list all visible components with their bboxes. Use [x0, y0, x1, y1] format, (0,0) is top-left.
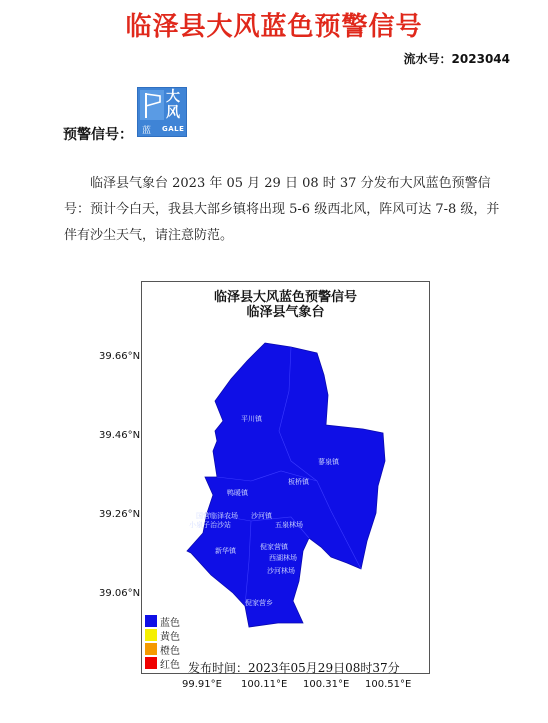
- icon-en: GALE: [162, 125, 185, 133]
- warning-text: 临泽县气象台 2023 年 05 月 29 日 08 时 37 分发布大风蓝色预警信号：预计今白天，我县大部乡镇将出现 5-6 级西北风，阵风可达 7-8 级，并伴有沙尘天气，请注意防范。: [64, 176, 500, 243]
- town-label: 五泉林场: [275, 521, 303, 529]
- town-label: 倪家营乡: [245, 599, 273, 607]
- page-title: 临泽县大风蓝色预警信号: [125, 12, 423, 42]
- town-label: 沙河林场: [267, 567, 295, 575]
- legend-swatch: [145, 643, 157, 655]
- town-label: 新华镇: [215, 547, 236, 555]
- gale-blue-warning-icon: [137, 87, 187, 137]
- flag-icon: [140, 90, 164, 120]
- legend-label: 橙色: [160, 646, 180, 657]
- county-region: [187, 343, 385, 627]
- legend-swatch: [145, 615, 157, 627]
- icon-char-2: 风: [166, 105, 180, 121]
- serial-label: 流水号：: [403, 52, 452, 66]
- lon-label: 100.31°E: [303, 679, 350, 690]
- county-map: [141, 281, 430, 674]
- lat-label: 39.46°N: [99, 430, 141, 441]
- legend-label: 黄色: [160, 632, 180, 643]
- lat-label: 39.26°N: [99, 509, 141, 520]
- town-label: 沙河镇: [251, 512, 272, 520]
- icon-char-1: 大: [166, 89, 180, 105]
- lon-label: 99.91°E: [182, 679, 222, 690]
- lat-label: 39.06°N: [99, 588, 141, 599]
- legend-swatch: [145, 657, 157, 669]
- town-label: 蓼泉镇: [318, 458, 339, 466]
- town-label: 板桥镇: [288, 478, 309, 486]
- town-label: 小泉子治沙站: [189, 521, 231, 529]
- icon-level: 蓝: [142, 126, 152, 136]
- map-subtitle: 临泽县气象台: [246, 305, 325, 320]
- map-title: 临泽县大风蓝色预警信号: [213, 290, 357, 305]
- town-label: 西湖林场: [269, 554, 297, 562]
- serial-number: [404, 50, 510, 67]
- lon-label: 100.11°E: [241, 679, 288, 690]
- legend-swatch: [145, 629, 157, 641]
- lon-label: 100.51°E: [365, 679, 412, 690]
- town-label: 国营临泽农场: [196, 512, 238, 520]
- legend-label: 红色: [160, 660, 180, 671]
- town-label: 平川镇: [241, 415, 262, 423]
- publish-time: 发布时间：2023年05月29日08时37分: [188, 661, 400, 675]
- town-label: 鸭暖镇: [227, 489, 248, 497]
- serial-value: 2023044: [451, 52, 510, 66]
- legend-label: 蓝色: [160, 618, 180, 629]
- lat-label: 39.66°N: [99, 351, 141, 362]
- signal-label: 预警信号：: [63, 127, 133, 143]
- town-label: 倪家营镇: [260, 543, 288, 551]
